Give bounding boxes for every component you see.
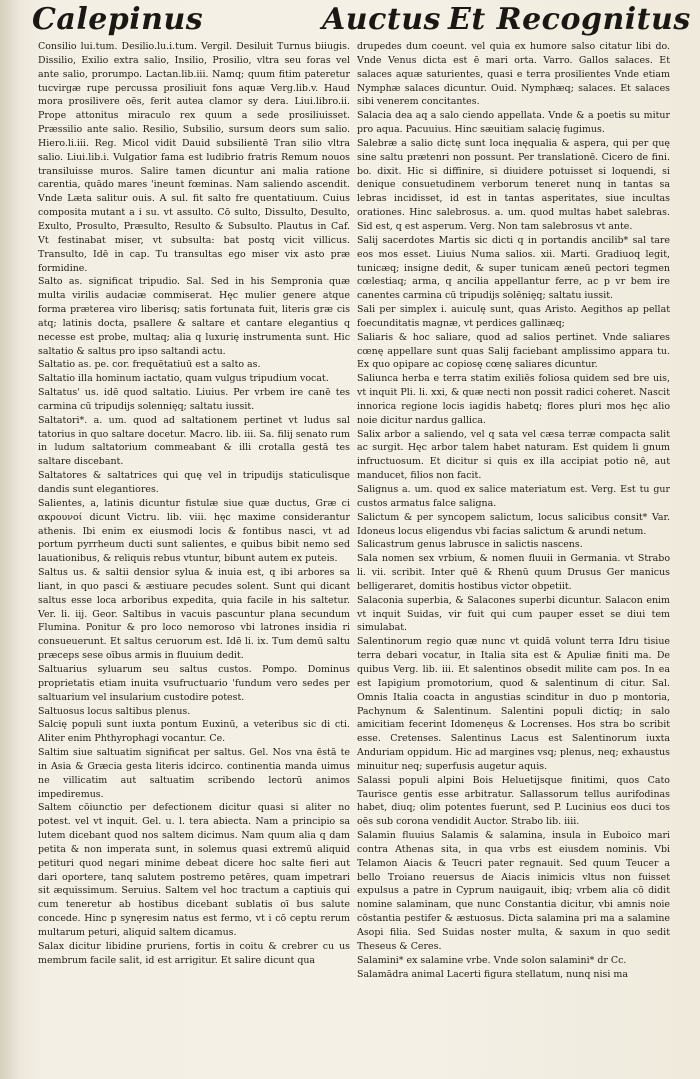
dictionary-entry: Salignus a. um. quod ex salice materiatum est. Verg. Est tu gur custos armatus falce saligna.	[357, 484, 670, 509]
dictionary-entry: Salcię populi sunt iuxta pontum Euxinū, a veteribus sic di cti. Aliter enim Phthyrophagi vocantur. Ce.	[38, 719, 350, 745]
dictionary-entry: Consilio lui.tum. Desilio.lu.i.tum. Vergil. Desiluit Turnus biiugis. Dissilio, Exilio extra salio, Insilio, Prosilio, vltra seu foras vel ante salio, prorumpo. Lactan.lib.iii. Namq; quum fitim pateretur tucvirgæ rupe percussa prosiliuit fons aquæ Verg.lib.v. Haud mora prosilivere oēs, ferit autea clamor sy dera. Liui.libro.ii. Prope attonitus miraculo rex quum a sede prosiliuisset. Præssilio ante salio. Resilio, Subsilio, sursum deors sum salio. Hiero.li.iii. Reg. Micol vidit Dauid subsilientē Tran silio vltra salio. Liui.lib.i. Vulgatior fama est ludibrio fratris Remum nouos transiluisse muros. Salire tamen dicuntur ani malia ratione carentia, quādo mares 'ineunt fœminas. Nam saliendo ascendit. Vnde Læta salitur ouis. A sul. fit salto fre quentatiuum. Cuius composita mutant a i su. vt assulto. Cō sulto, Dissulto, Desulto, Exulto, Prosulto, Præsulto, Resulto & Subsulto. Plautus in Caf. Vt festinabat miser, vt subsulta: bat postq vicit villicus. Transulto, Idē in cap. Tu transultas ego miser vix asto præ formidine.	[38, 41, 350, 274]
dictionary-entry: Sali per simplex i. auiculę sunt, quas Aristo. Aegithos ap pellat foecunditatis magnæ, vt perdices gallinæq;	[357, 304, 670, 329]
dictionary-entry: Salientes, a, latinis dicuntur fistulæ siue quæ ductus, Græ ci ακρουνοί dicunt Victru. lib. viii. hęc maxime considerantur athenis. Ibi enim ex eiusmodi locis & fontibus nasci, vt ad portum pyrrheum ducti sunt salientes, e quibus bibit nemo sed lauationibus, & reliquis rebus vtuntur, bibunt autem ex puteis.	[38, 497, 350, 565]
running-head-word-1: Calepinus	[32, 2, 204, 37]
dictionary-entry: Salto as. significat tripudio. Sal. Sed in his Sempronia quæ multa virilis audaciæ commiserat. Hęc mulier genere atque forma præterea viro liberisq; satis fortunata fuit, literis græ cis atq; latinis docta, psallere & saltare et cantare elegantius q necesse est probe, multaq; alia q luxurię instrumenta sunt. Hic saltatio & saltus pro ipso saltandi actu.	[38, 276, 350, 357]
dictionary-entry: Salebræ a salio dictę sunt loca inęqualia & aspera, qui per quę sine saltu prætenri non possunt. Per translationē. Cicero de fini. bo. dixit. Hic si diffinire, si diuidere potuisset si loquendi, si denique consuetudinem verborum teneret nunq in tantas sa lebras incidisset, id est in tantas asperitates, siue incultas orationes. Hinc salebrosus. a. um. quod multas habet salebras. Sid est, q est asperum. Verg. Non tam salebrosus vt ante.	[357, 137, 670, 232]
dictionary-entry: Salax dicitur libidine pruriens, fortis in coitu & crebrer cu us membrum facile salit, id est arrigitur. Et salire dicunt qua	[38, 940, 350, 966]
dictionary-entry: Saltim siue saltuatim significat per saltus. Gel. Nos vna ēstā te in Asia & Græcia gesta literis idcirco. continentia manda uimus ne villicatim aut saltuatim scribendo lectorū animos impediremus.	[38, 747, 350, 800]
dictionary-entry: Salicastrum genus labrusce in salictis nascens.	[357, 539, 583, 551]
dictionary-entry: Salassi populi alpini Bois Heluetijsque finitimi, quos Cato Taurisce gentis esse arbitratur. Sallassorum tellus aurifodinas habet, diuq; olim potentes fuerunt, sed P. Lucinius eos duci tos oēs sub corona vendidit Auctor. Strabo lib. iiii.	[357, 774, 670, 828]
running-head-word-3: Et Recognitus	[448, 2, 691, 37]
dictionary-entry: Saliunca herba e terra statim exiliēs foliosa quidem sed bre uis, vt inquit Pli. li. xxi, & quæ necti non possit radici coheret. Nascit innorica regione locis iagidis habetq; flores pluri mos hęc alio noie dicitur nardus gallica.	[357, 373, 670, 426]
dictionary-entry: Sala nomen sex vrbium, & nomen fluuii in Germania. vt Strabo li. vii. scribit. Inter quē & Rhenū quum Drusus Ger manicus belligeraret, domitis hostibus victor obpetiit.	[357, 553, 670, 592]
dictionary-entry: Saltatio as. pe. cor. frequētatiuū est a salto as.	[38, 359, 261, 371]
running-head-word-2: Auctus	[322, 2, 441, 37]
dictionary-entry: Salictum & per syncopem salictum, locus salicibus consit* Var. Idoneus locus eligendus vbi facias salictum & arundi netum.	[357, 511, 670, 537]
dictionary-entry: Salacia dea aq a salo ciendo appellata. Vnde & a poetis su mitur pro aqua. Pacuuius. Hinc sæuitiam salacię fugimus.	[357, 110, 670, 136]
dictionary-entry: Saltatori*. a. um. quod ad saltationem pertinet vt ludus sal tatorius in quo saltare docetur. Macro. lib. iii. Sa. filij senato rum in ludum saltatorium commeabant & illi crotalla gestā tes saltare discebant.	[38, 414, 350, 468]
dictionary-entry: Saltem cōiunctio per defectionem dicitur quasi si aliter no potest. vel vt inquit. Gel. u. l. tera abiecta. Nam a principio sa lutem dicebant quod nos saltem dicimus. Nam quum alia q dam petita & non imperata sunt, in solemus quasi extremū aliquid petituri quod negari minime debeat dicere hoc salte fieri aut dari oportere, tanq salutem postremo petēres, quam impetrari sit æquissimum. Seruius. Saltem vel hoc tractum a captiuis qui cum teneretur ab hostibus dicebant sublatis oī bus salute concede. Hinc p synęresim natus est fermo, vt i cō ceptu rerum multarum peturi, aliquid saltem dicamus.	[38, 802, 350, 938]
dictionary-entry: Salix arbor a saliendo, vel q sata vel cæsa terræ compacta salit ac surgit. Hęc arbor talem habet naturam. Est quidem li gnum infructuosum. Et dicitur si quis ex illa accipiat potio nē, aut manducet, filios non facit.	[357, 428, 670, 482]
dictionary-entry: Salij sacerdotes Martis sic dicti q in portandis ancilib* sal tare eos mos esset. Liuius Numa salios. xii. Marti. Gradiuoq legit, tunicæq; insigne dedit, & super tunicam æneū pectori tegmen cœlestiaq; arma, q ancilia appellantur ferre, ac p vr bem ire canentes carmina cū tripudijs solēnięq; saltatu iussit.	[357, 234, 670, 302]
dictionary-entry: Salentinorum regio quæ nunc vt quidā volunt terra Idru tisiue terra debari vocatur, in Italia sita est & Apuliæ finiti ma. De quibus Verg. lib. iii. Et salentinos obsedit milite cam pos. In ea est Iapigium promotorium, quod & salentinum di citur. Sal. Omnis Italia coacta in angustias scinditur in duo p montoria, Pachynum & Salentinum. Salentini populi dictiq; in salo amicitiam fecerint Idomenęus & Locrenses. Hos stra bo scribit esse. Cretenses. Salentinus Lacus est Salentinorum iuxta Anduriam oppidum. Hic ad margines vsq; plenus, neq; exhaustus minuitur neq; superfusis augetur aquis.	[357, 636, 670, 772]
right-text-column	[357, 40, 670, 1036]
dictionary-entry: Saltuarius syluarum seu saltus custos. Pompo. Dominus proprietatis etiam inuita vsufructuario 'fundum vero sedes per saltuarium vel insularium custodire potest.	[38, 663, 350, 703]
dictionary-entry: Salamādra animal Lacerti figura stellatum, nunq nisi ma	[357, 968, 628, 980]
dictionary-entry: Salamin fluuius Salamis & salamina, insula in Euboico mari contra Athenas sita, in qua vrbs est eiusdem nominis. Vbi Telamon Aiacis & Teucri pater regnauit. Sed quum Teucer a bello Troiano reuersus de Aiacis inimicis vltus non fuisset expulsus a patre in Cyprum nauigauit, ibiq; vrbem alia cō didit nomine salaminam, que nunc Constantia dicitur, vbi amnis noie cōstantia pestifer & æstuosus. Dicta salamina pri ma a salamine Asopi filia. Sed Suidas noster multa, & saxum in quo sedit Theseus & Ceres.	[357, 830, 670, 952]
dictionary-entry: Saltuosus locus saltibus plenus.	[38, 705, 191, 717]
dictionary-entry: Salaconia superbia, & Salacones superbi dicuntur. Salacon enim vt inquit Suidas, vir fuit qui cum pauper esset se diui tem simulabat.	[357, 594, 670, 634]
dictionary-entry: Saltus us. & saltii densior sylua & inuia est, q ibi arbores sa liant, in quo pasci & æstiuare pecudes solent. Sunt qui dicant saltus esse loca arboribus expedita, quia facile in his saltetur. Ver. li. iij. Geor. Saltibus in vacuis pascuntur plana secundum Flumina. Ponitur & pro loco nemoroso vbi latrones insidia ri consueuerunt. Et saltus ceruorum est. Idē li. ix. Tum demū saltu præceps sese oībus armis in fluuium dedit.	[38, 567, 350, 662]
dictionary-entry: Saltatores & saltatrices qui quę vel in tripudijs staticulisque dandis sunt elegantiores.	[38, 470, 350, 495]
running-head	[30, 2, 691, 42]
dictionary-entry: Saliaris & hoc saliare, quod ad salios pertinet. Vnde saliares cœnę appellare sunt quas Salij faciebant amplissimo appara tu. Ex quo opipare ac copiosę cœnę saliares dicuntur.	[357, 331, 670, 371]
dictionary-entry: Salamini* ex salamine vrbe. Vnde solon salamini* dr Cc.	[357, 954, 627, 966]
gutter-shadow	[0, 0, 18, 1079]
dictionary-entry: Saltatio illa hominum iactatio, quam vulgus tripudium vocat.	[38, 373, 329, 385]
left-text-column	[38, 40, 350, 1036]
dictionary-entry: Saltatus' us. idē quod saltatio. Liuius. Per vrbem ire canē tes carmina cū tripudijs solennięq; saltatu iussit.	[38, 387, 350, 412]
dictionary-entry: drupedes dum coeunt. vel quia ex humore salso citatur libi do. Vnde Venus dicta est ē mari orta. Varro. Gallos salaces. Et salaces aquæ saturientes, quasi e terra prosilientes Vnde etiam Nymphæ salaces dicuntur. Ouid. Nymphæq; salaces. Et salaces sibi venerem concitantes.	[357, 41, 670, 108]
